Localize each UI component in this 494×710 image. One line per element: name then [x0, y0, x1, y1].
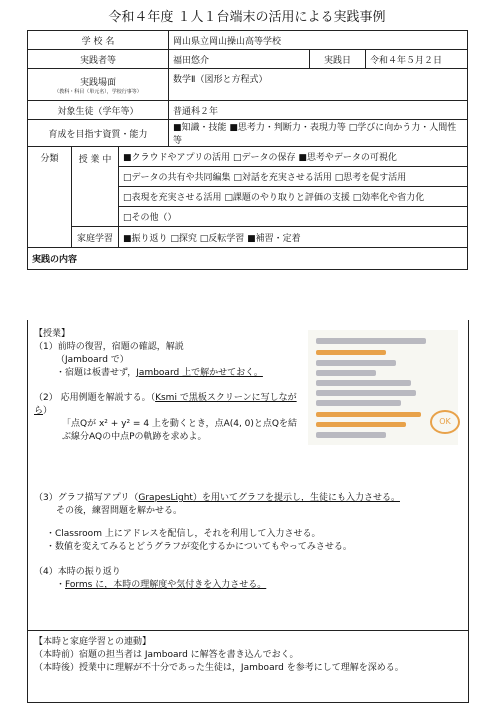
- scene-sub-label: （教科・科目（単元名），学校行事等）: [54, 88, 142, 95]
- practitioner-label: 実践者等: [28, 50, 169, 69]
- lesson-option-3: □表現を充実させる活用 □課題のやり取りと評価の支援 □効率化や省力化: [119, 187, 468, 207]
- jamboard-photo: [308, 330, 458, 445]
- content-heading: 実践の内容: [28, 248, 468, 270]
- class-label: 分類: [28, 147, 72, 248]
- date-value: 令和４年５月２日: [366, 50, 468, 69]
- ability-label: 育成を目指す資質・能力: [28, 120, 169, 147]
- bottom-line-1: （本時前）宿題の担当者は Jamboard に解答を書き込んでおく。: [34, 650, 299, 660]
- home-label: 家庭学習: [72, 227, 119, 248]
- item2-head-c: ）: [43, 406, 53, 416]
- item3-head: [34, 492, 462, 505]
- item3-head-b: GrapesLight: [138, 493, 193, 503]
- item3-bullet-1: ・Classroom 上にアドレスを配信し，それを利用して入力させる。: [46, 529, 321, 539]
- item3-tail: その後，練習問題を解かせる。: [56, 506, 183, 516]
- item1-bullet-a: ・宿題は板書せず，: [56, 368, 137, 378]
- item3-bullet-2: ・数値を変えてみるとどうグラフが変化するかについてもやってみさせる。: [46, 542, 352, 552]
- item4-bullet-b: Forms に，本時の理解度や気付きを入力させる。: [65, 580, 267, 590]
- ok-mark: OK: [430, 410, 460, 434]
- item3-head-a: （3）グラフ描写アプリ（: [34, 493, 139, 503]
- lesson-text-lower: [34, 492, 462, 592]
- item1-bullet: [34, 367, 304, 380]
- scene-label: 実践場面: [80, 77, 117, 88]
- item4-bullet: [34, 579, 462, 592]
- school-value: 岡山県立岡山操山高等学校: [169, 31, 468, 50]
- scene-label-cell: [28, 69, 169, 101]
- item4-bullet-a: ・: [56, 580, 66, 590]
- school-label: 学 校 名: [28, 31, 169, 50]
- home-value: ■振り返り □探究 □反転学習 ■補習・定着: [119, 227, 468, 248]
- scene-value: 数学Ⅱ（図形と方程式）: [169, 69, 468, 101]
- target-value: 普通科２年: [169, 101, 468, 120]
- item1-sub: （Jamboard で）: [56, 355, 129, 365]
- lesson-text-block: [34, 328, 304, 444]
- bottom-heading: 【本時と家庭学習との連動】: [34, 637, 152, 647]
- item2-problem: 「点Qが x² + y² = 4 上を動くとき，点A(4, 0)と点Qを結ぶ線分AQの中点Pの軌跡を求めよ。: [62, 419, 298, 442]
- info-table: [27, 30, 468, 270]
- item2-head-a: （2） 応用例題を解説する。（: [34, 393, 156, 403]
- content-section: [27, 320, 469, 631]
- lesson-tag: 【授業】: [34, 329, 71, 339]
- item1-head: （1）前時の復習，宿題の確認，解説: [34, 342, 184, 352]
- target-label: 対象生徒（学年等）: [28, 101, 169, 120]
- page-title: 令和４年度 １人１台端末の活用による実践事例: [108, 10, 386, 25]
- item2-head: [34, 392, 304, 418]
- item2-head-b: Ksmi で黒板スクリーンに写しながら: [34, 393, 297, 416]
- home-link-section: [27, 630, 469, 703]
- item4-head: （4）本時の振り返り: [34, 567, 121, 577]
- lesson-option-2: □データの共有や共同編集 □対話を充実させる活用 □思考を促す活用: [119, 167, 468, 187]
- lesson-label: 授 業 中: [72, 147, 119, 227]
- item3-head-c: ）を用いてグラフを提示し，生徒にも入力させる。: [192, 493, 400, 503]
- date-label: 実践日: [310, 50, 366, 69]
- practitioner-value: 福田悠介: [169, 50, 310, 69]
- lesson-option-4: □その他（）: [119, 207, 468, 227]
- lesson-option-1: ■クラウドやアプリの活用 □データの保存 ■思考やデータの可視化: [119, 147, 468, 167]
- item1-bullet-b: Jamboard 上で解かせておく。: [136, 368, 263, 378]
- ability-value: ■知識・技能 ■思考力・判断力・表現力等 □学びに向かう力・人間性等: [169, 120, 468, 147]
- bottom-line-2: （本時後）授業中に理解が不十分であった生徒は，Jamboard を参考にして理解を深める。: [34, 663, 404, 673]
